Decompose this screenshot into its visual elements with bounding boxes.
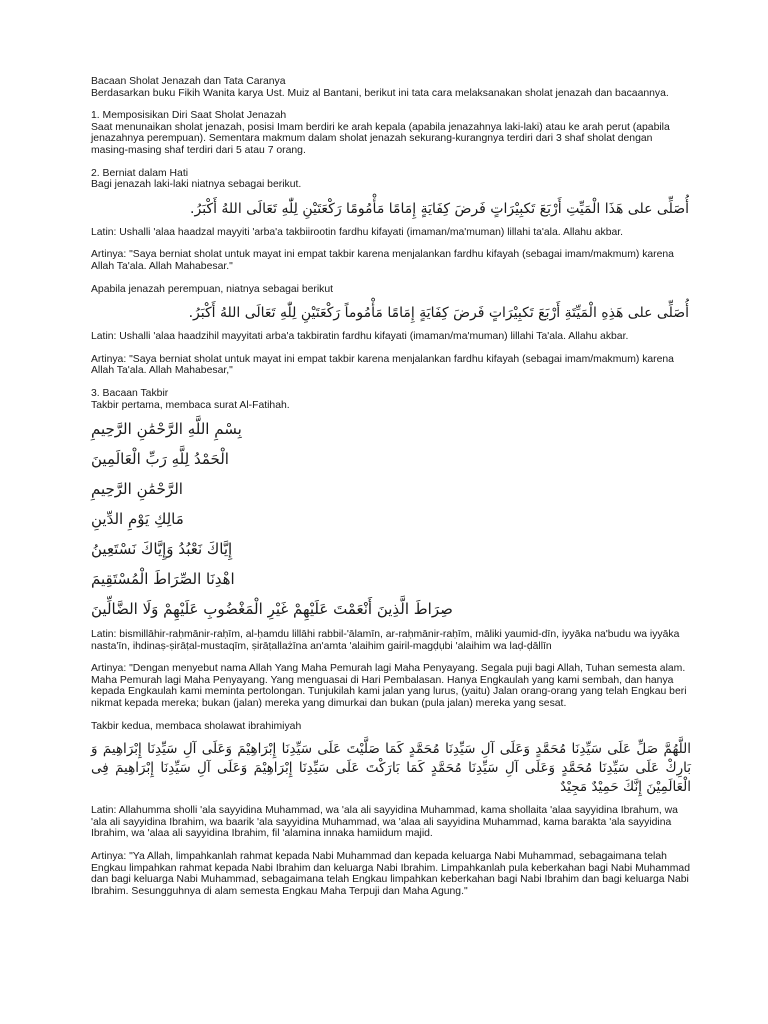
niat-male-arabic: أُصَلِّى على هَذَا الْمَيِّتِ أَرْبَعَ تَكبِيْرَاتٍ فَرضَ كِفَايَةٍ إِمَامًا مَأْمُومًا رَكْعَتَيْنِ لِلّٰهِ تَعَالَى اللهُ أَكْبَرُ.: [190, 200, 689, 217]
fatihah-verse: الرَّحْمَٰنِ الرَّحِيمِ: [91, 480, 183, 499]
fatihah-verse: إِيَّاكَ نَعْبُدُ وَإِيَّاكَ نَسْتَعِينُ: [91, 540, 233, 559]
fatihah-verse: مَالِكِ يَوْمِ الدِّينِ: [91, 510, 184, 529]
salawat-meaning: Artinya: "Ya Allah, limpahkanlah rahmat kepada Nabi Muhammad dan kepada keluarga Nabi Muhammad, sebagaimana telah Engkau limpahkan rahmat kepada Nabi Ibrahim dan keluarga Nabi Ibrahim. Limpahkanlah pula keberkahan bagi Nabi Muhammad dan bagi keluarga Nabi Muhammad, sebagaimana telah Engkau limpahkan keberkahan bagi Nabi Ibrahim dan bagi keluarga Nabi Ibrahim. Sesungguhnya di alam semesta Engkau Maha Terpuji dan Maha Agung.": [91, 851, 690, 897]
niat-female-latin: Latin: Ushalli 'alaa haadzihil mayyitati arba'a takbiratin fardhu kifayati (imaman/ma'muman) lillahi Ta'ala. Allahu akbar.: [91, 331, 629, 343]
section-3-heading: 3. Bacaan Takbir: [91, 387, 169, 399]
section-2-heading: 2. Berniat dalam Hati: [91, 167, 189, 179]
fatihah-verse: بِسْمِ اللَّهِ الرَّحْمَٰنِ الرَّحِيمِ: [91, 420, 242, 439]
section-1-body: Saat menunaikan sholat jenazah, posisi Imam berdiri ke arah kepala (apabila jenazahnya laki-laki) atau ke arah perut (apabila jenazahnya perempuan). Sementara makmum dalam sholat jenazah sekurang-kurangnya terdiri dari 3 shaf sholat dengan masing-masing shaf terdiri dari 5 atau 7 orang.: [91, 121, 670, 156]
fatihah-meaning: Artinya: "Dengan menyebut nama Allah Yang Maha Pemurah lagi Maha Penyayang. Segala puji bagi Allah, Tuhan semesta alam. Maha Pemurah lagi Maha Penyayang. Yang menguasai di Hari Pembalasan. Hanya Engkaulah yang kami sembah, dan hanya kepada Engkaulah kami meminta pertolongan. Tunjukilah kami jalan yang lurus, (yaitu) Jalan orang-orang yang telah Engkau beri nikmat kepada mereka; bukan (jalan) mereka yang dimurkai dan bukan (pula jalan) mereka yang sesat.: [91, 663, 687, 710]
doc-intro: Berdasarkan buku Fikih Wanita karya Ust. Muiz al Bantani, berikut ini tata cara melaksanakan sholat jenazah dan bacaannya.: [91, 87, 669, 99]
fatihah-verses: [91, 419, 691, 620]
niat-female-arabic: أُصَلِّى على هَذِهِ الْمَيِّتَةِ أَرْبَعَ تَكبِيْرَاتٍ فَرضَ كِفَايَةٍ إِمَامًا مَأْمُوماً رَكْعَتَيْنِ لِلّٰهِ تَعَالَى اللهُ أَكْبَرُ.: [188, 305, 689, 322]
section-2-intro: Bagi jenazah laki-laki niatnya sebagai berikut.: [91, 179, 302, 191]
salawat-arabic: اللَّهُمَّ صَلِّ عَلَى سَيِّدِنَا مُحَمَّدٍ وَعَلَى آلِ سَيِّدِنَا مُحَمَّدٍ كَمَا صَلَّيْتَ عَلَى سَيِّدِنَا إِبْرَاهِيْمَ وَعَلَى آلِ سَيِّدِنَا إِبْرَاهِيمَ وَ بَارِكْ عَلَى سَيِّدِنَا مُحَمَّدٍ وَعَلَى آلِ سَيِّدِنَا مُحَمَّدٍ كَمَا بَارَكْتَ عَلَى سَيِّدِنَا إِبْرَاهِيْمَ وَعَلَى آلِ سَيِّدِنَا إِبْرَاهِيمَ فِى الْعَالَمِيْنَ إِنَّكَ حَمِيْدٌ مَجِيْدٌ: [91, 741, 691, 796]
fatihah-latin: Latin: bismillāhir-raḥmānir-raḥīm, al-ḥamdu lillāhi rabbil-'ālamīn, ar-raḥmānir-raḥīm, māliki yaumid-dīn, iyyāka na'budu wa iyyāka nasta'īn, ihdinaṣ-ṣirāṭal-mustaqīm, ṣirāṭallażīna an'amta 'alaihim gairil-magḍụbi 'alaihim wa laḍ-ḍāllīn: [91, 629, 680, 652]
niat-male-latin: Latin: Ushalli 'alaa haadzal mayyiti 'arba'a takbiirootin fardhu kifayati (imaman/ma'muman) lillahi ta'ala. Allahu akbar.: [91, 226, 624, 238]
niat-female-meaning: Artinya: "Saya berniat sholat untuk mayat ini empat takbir karena menjalankan fardhu kifayah (sebagai imam/makmum) karena Allah Ta'ala. Allah Mahabesar,": [91, 353, 674, 377]
section-3-intro: Takbir pertama, membaca surat Al-Fatihah.: [91, 399, 290, 411]
fatihah-verse: صِرَاطَ الَّذِينَ أَنْعَمْتَ عَلَيْهِمْ غَيْرِ الْمَغْضُوبِ عَلَيْهِمْ وَلَا الضَّالِّينَ: [91, 600, 453, 619]
female-intro: Apabila jenazah perempuan, niatnya sebagai berikut: [91, 283, 334, 295]
fatihah-verse: اهْدِنَا الصِّرَاطَ الْمُسْتَقِيمَ: [91, 570, 235, 589]
takbir-2-intro: Takbir kedua, membaca sholawat ibrahimiyah: [91, 720, 302, 732]
section-1-heading: 1. Memposisikan Diri Saat Sholat Jenazah: [91, 110, 287, 122]
document-content: [91, 76, 691, 897]
niat-male-meaning: Artinya: "Saya berniat sholat untuk mayat ini empat takbir karena menjalankan fardhu kifayah (sebagai imam/makmum) karena Allah Ta'ala. Allah Mahabesar.": [91, 249, 674, 272]
fatihah-verse: الْحَمْدُ لِلَّهِ رَبِّ الْعَالَمِينَ: [91, 450, 229, 469]
doc-title: Bacaan Sholat Jenazah dan Tata Caranya: [91, 76, 286, 87]
salawat-latin: Latin: Allahumma sholli 'ala sayyidina Muhammad, wa 'ala ali sayyidina Muhammad, kama shollaita 'alaa sayyidina Ibrahum, wa 'ala ali sayyidina Ibrahim, wa baarik 'ala sayyidina Muhammad, wa 'alaa ali sayyidina Muhammad, kama barakta 'ala sayyidina Ibrahim, wa 'alaa ali sayyidina Ibrahim, fil 'alamina innaka hamiidum majid.: [91, 805, 678, 840]
